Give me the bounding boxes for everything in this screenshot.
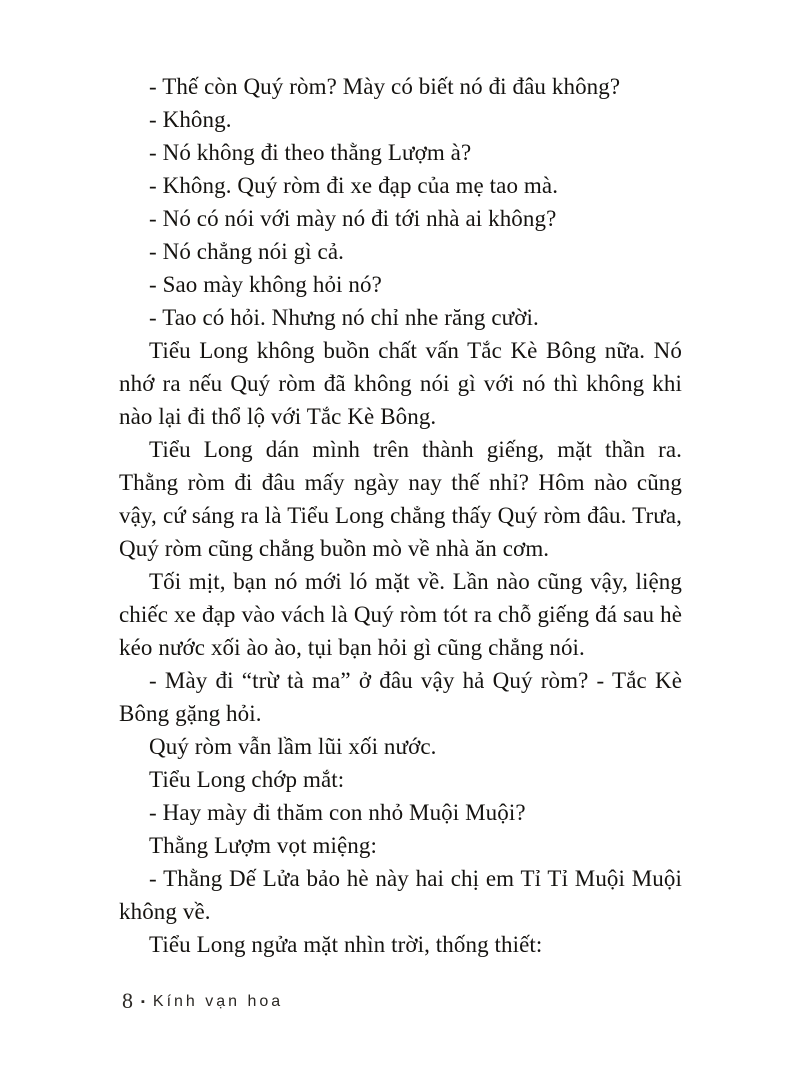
square-bullet-icon: ▪ [141, 995, 145, 1008]
dialogue-line: - Thằng Dế Lửa bảo hè này hai chị em Tỉ Tỉ Muội Muội không về. [119, 866, 682, 924]
dialogue-line: - Nó không đi theo thằng Lượm à? [149, 140, 472, 165]
narration-paragraph: Tiểu Long dán mình trên thành giếng, mặt thần ra. Thằng ròm đi đâu mấy ngày nay thế nhỉ? Hôm nào cũng vậy, cứ sáng ra là Tiểu Long chẳng thấy Quý ròm đâu. Trưa, Quý ròm cũng chẳng buồn mò về nhà ăn cơm. [119, 437, 682, 561]
page-footer [122, 990, 283, 1012]
dialogue-line: - Tao có hỏi. Nhưng nó chỉ nhe răng cười. [149, 305, 539, 330]
dialogue-line: - Nó có nói với mày nó đi tới nhà ai không? [149, 206, 557, 231]
dialogue-line: - Hay mày đi thăm con nhỏ Muội Muội? [149, 800, 526, 825]
dialogue-line: - Nó chẳng nói gì cả. [149, 239, 344, 264]
book-page-text [119, 70, 682, 961]
page-number: 8 [122, 988, 133, 1013]
dialogue-line: - Thế còn Quý ròm? Mày có biết nó đi đâu không? [149, 74, 621, 99]
dialogue-line: - Không. Quý ròm đi xe đạp của mẹ tao mà. [149, 173, 559, 198]
narration-paragraph: Quý ròm vẫn lầm lũi xối nước. [149, 734, 437, 759]
dialogue-line: - Sao mày không hỏi nó? [149, 272, 382, 297]
narration-paragraph: Tiểu Long chớp mắt: [149, 767, 345, 792]
narration-paragraph: Thằng Lượm vọt miệng: [149, 833, 377, 858]
narration-paragraph: Tiểu Long ngửa mặt nhìn trời, thống thiết: [149, 932, 543, 957]
dialogue-line: - Mày đi “trừ tà ma” ở đâu vậy hả Quý ròm? - Tắc Kè Bông gặng hỏi. [119, 668, 682, 726]
narration-paragraph: Tối mịt, bạn nó mới ló mặt về. Lần nào cũng vậy, liệng chiếc xe đạp vào vách là Quý ròm tót ra chỗ giếng đá sau hè kéo nước xối ào ào, tụi bạn hỏi gì cũng chẳng nói. [119, 569, 682, 660]
book-title: Kính vạn hoa [152, 993, 284, 1010]
narration-paragraph: Tiểu Long không buồn chất vấn Tắc Kè Bông nữa. Nó nhớ ra nếu Quý ròm đã không nói gì với nó thì không khi nào lại đi thổ lộ với Tắc Kè Bông. [119, 338, 682, 429]
dialogue-line: - Không. [149, 107, 232, 132]
